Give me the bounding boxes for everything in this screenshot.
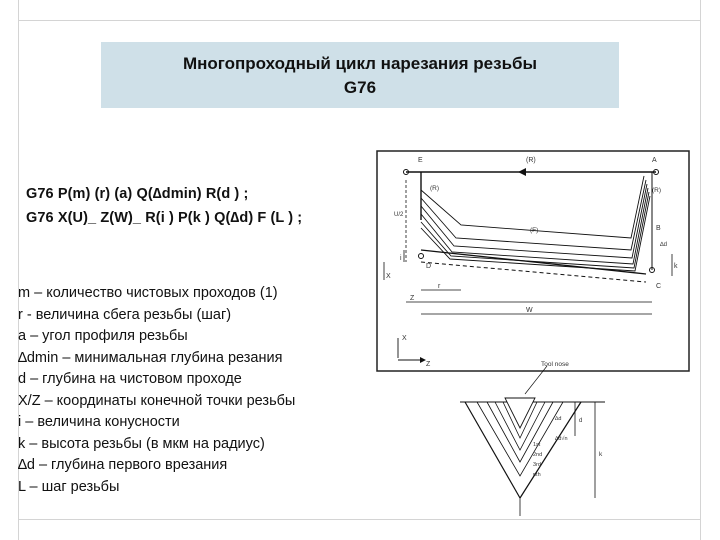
legend-item-dd: ∆d – глубина первого врезания [18,457,228,473]
formula-line-2: G76 X(U)_ Z(W)_ R(i ) P(k ) Q(∆d) F (L ) ; [26,210,303,226]
label-b: B [656,225,661,232]
end-point-line [421,262,646,282]
label-d: D [426,263,432,270]
thread-passes [421,176,650,271]
label-e: E [418,157,423,164]
slide-top-rule [18,20,700,21]
legend-item-r: r - величина сбега резьбы (шаг) [18,306,232,323]
slide-title [101,42,619,108]
legend-item-xz: X/Z – координаты конечной точки резьбы [18,392,296,409]
label-f: (F) [530,227,539,234]
legend-item-m: m – количество чистовых проходов (1) [18,285,278,301]
parameter-legend [18,283,295,498]
label-x: X [386,273,391,280]
formula-line-1: G76 P(m) (r) (a) Q(∆dmin) R(d ) ; [26,186,249,202]
tool-nose-leader [525,366,547,394]
slide-title-line1: Многопроходный цикл нарезания резьбы [182,54,538,73]
label-k: k [599,451,603,458]
legend-item-d: d – глубина на чистовом проходе [18,371,242,387]
thread-cycle-diagram [376,150,690,372]
tooth-profile-diagram [455,358,640,520]
label-r-left: (R) [430,185,440,192]
label-1st: 1st [533,442,541,448]
label-tool-nose: Tool nose [541,361,569,368]
point-d [419,254,424,259]
axis-x-label: X [402,335,407,342]
flank-right [520,402,581,498]
legend-item-a: a – угол профиля резьбы [18,328,188,344]
legend-item-i: i – величина конусности [18,414,180,430]
label-k: k [674,263,678,270]
slide-right-rule [700,0,701,540]
label-i: i [400,255,402,262]
label-c: C [656,283,662,290]
label-dd: ∆d [555,416,562,422]
final-profile-line [421,250,646,274]
label-dd-sqrt: ∆d√n [555,436,568,442]
label-d: d [579,418,583,424]
axis-z-label: Z [426,361,431,368]
label-r-top: (R) [526,157,536,164]
label-u2: U/2 [394,212,404,218]
label-nth: nth [533,472,541,478]
tool-nose-icon [505,398,535,428]
label-2nd: 2nd [533,452,543,458]
arrow-left-icon [518,168,526,176]
legend-item-dmin: ∆dmin – минимальная глубина резания [18,349,283,366]
pass-4 [421,188,648,264]
flank-left [465,402,520,498]
slide-title-line2: G76 [343,78,377,97]
legend-item-k: k – высота резьбы (в мкм на радиус) [18,435,265,452]
label-z: Z [410,295,415,302]
label-r: r [438,283,441,290]
label-a: A [652,157,657,164]
pass-3 [421,184,647,258]
label-3rd: 3rd [533,462,541,468]
pass-2 [421,180,646,250]
label-w: W [526,307,533,314]
label-r-right: (R) [652,187,662,194]
legend-item-l: L – шаг резьбы [18,478,120,495]
label-dd: ∆d [660,242,668,248]
